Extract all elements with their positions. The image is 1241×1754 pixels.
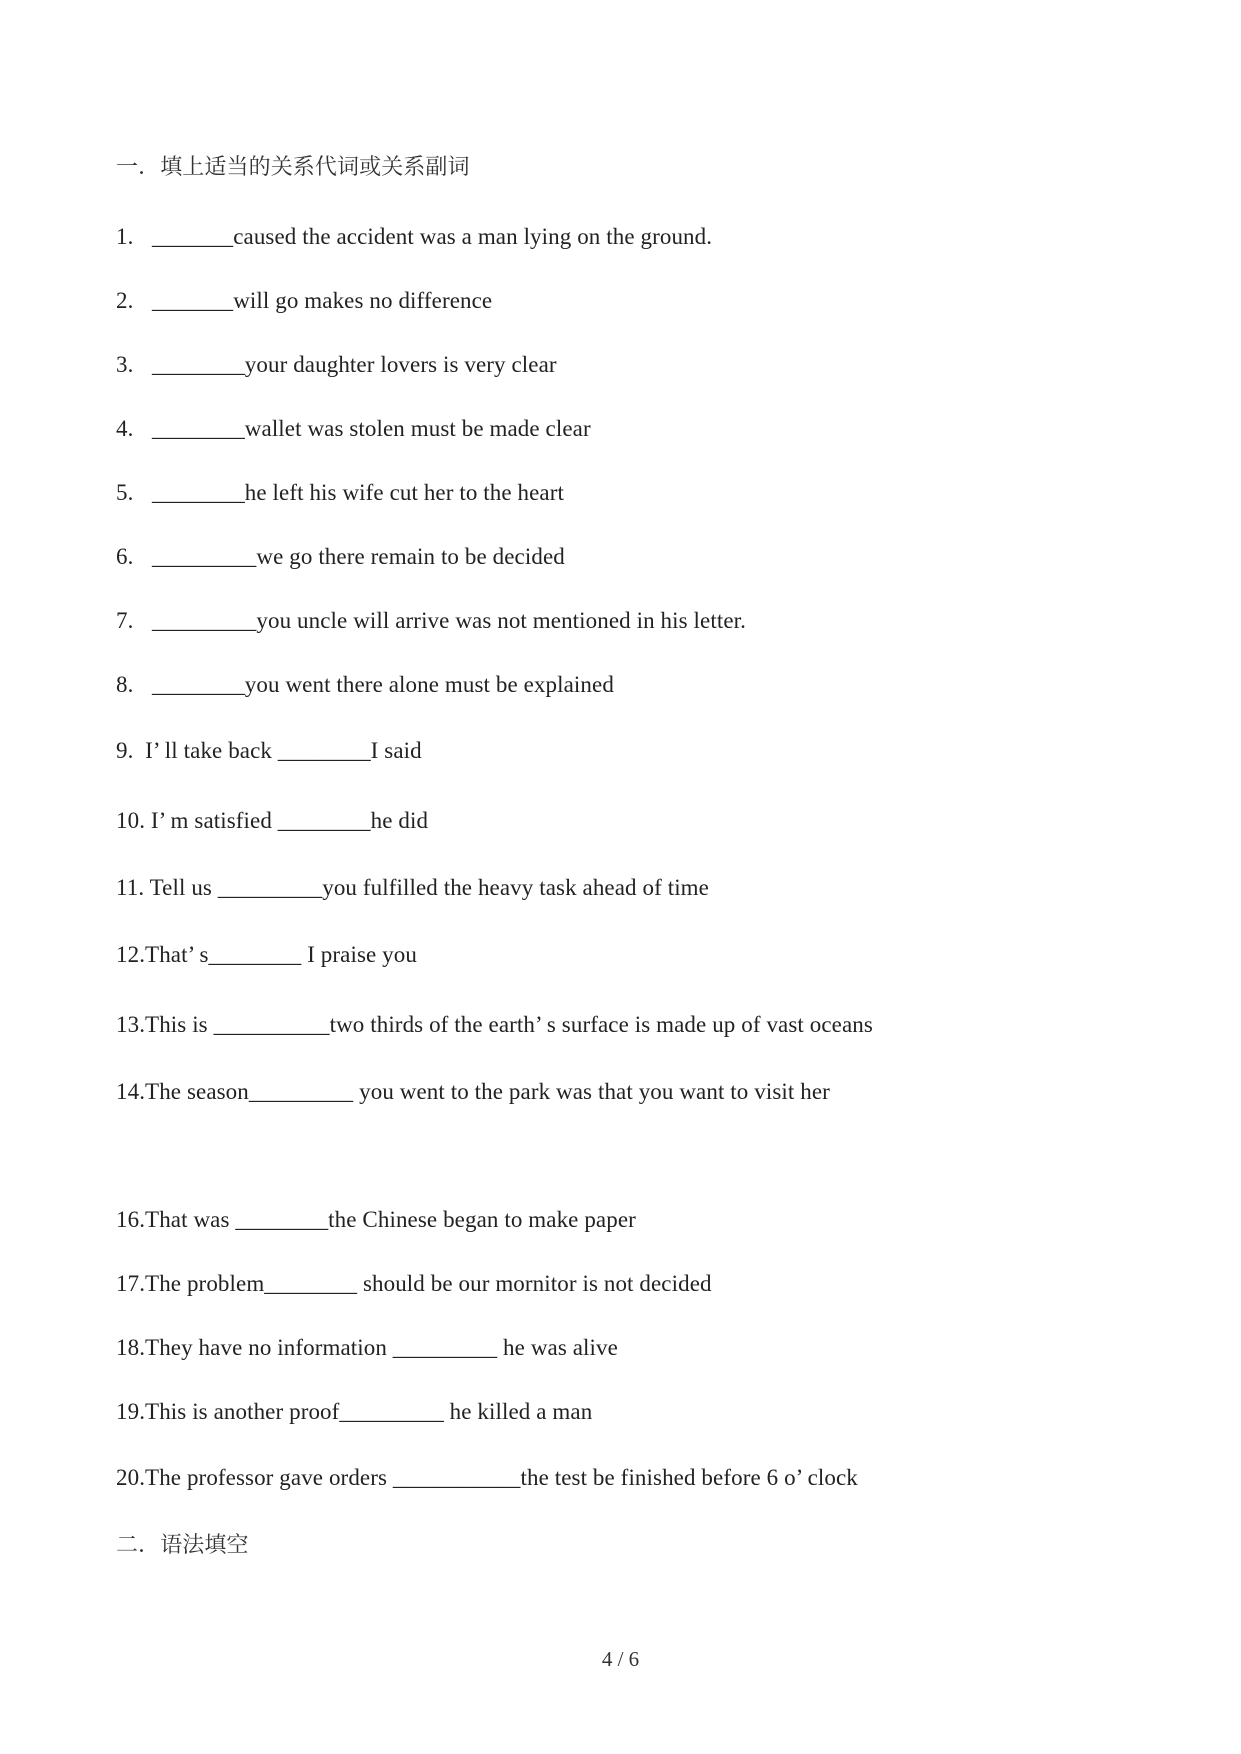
question-number: 2. — [116, 288, 134, 313]
question-17: 17.The problem________ should be our mornitor is not decided — [116, 1271, 712, 1296]
question-text: ________he left his wife cut her to the heart — [152, 480, 564, 505]
question-number: 5. — [116, 480, 134, 505]
question-number: 1. — [116, 224, 134, 249]
question-text: ________you went there alone must be explained — [152, 672, 614, 697]
page-number: 4 / 6 — [601, 1647, 640, 1671]
question-text: _______caused the accident was a man lying on the ground. — [152, 224, 713, 249]
question-9: 9. I’ ll take back ________I said — [116, 738, 422, 763]
question-20: 20.The professor gave orders ___________the test be finished before 6 o’ clock — [116, 1465, 858, 1490]
question-16: 16.That was ________the Chinese began to make paper — [116, 1207, 636, 1232]
section-two-heading: 二．语法填空 — [116, 1533, 249, 1558]
question-6 — [116, 542, 565, 572]
question-text: ________your daughter lovers is very clear — [152, 352, 557, 377]
question-5 — [116, 478, 564, 508]
question-3 — [116, 350, 557, 380]
question-number: 8. — [116, 672, 134, 697]
question-10: 10. I’ m satisfied ________he did — [116, 808, 429, 833]
question-1 — [116, 222, 712, 252]
question-text: ________wallet was stolen must be made clear — [152, 416, 591, 441]
question-13: 13.This is __________two thirds of the earth’ s surface is made up of vast oceans — [116, 1012, 873, 1037]
question-text: _________we go there remain to be decided — [152, 544, 565, 569]
question-12: 12.That’ s________ I praise you — [116, 942, 417, 967]
question-7 — [116, 606, 746, 636]
question-number: 4. — [116, 416, 134, 441]
question-number: 6. — [116, 544, 134, 569]
question-number: 7. — [116, 608, 134, 633]
question-8 — [116, 670, 614, 700]
question-number: 3. — [116, 352, 134, 377]
question-text: _______will go makes no difference — [152, 288, 493, 313]
question-4 — [116, 414, 591, 444]
question-text: _________you uncle will arrive was not mentioned in his letter. — [152, 608, 746, 633]
question-19: 19.This is another proof_________ he killed a man — [116, 1399, 593, 1424]
question-11: 11. Tell us _________you fulfilled the heavy task ahead of time — [116, 875, 709, 900]
question-18: 18.They have no information _________ he was alive — [116, 1335, 618, 1360]
question-14: 14.The season_________ you went to the park was that you want to visit her — [116, 1079, 830, 1104]
question-2 — [116, 286, 492, 316]
section-one-heading: 一．填上适当的关系代词或关系副词 — [116, 155, 470, 180]
